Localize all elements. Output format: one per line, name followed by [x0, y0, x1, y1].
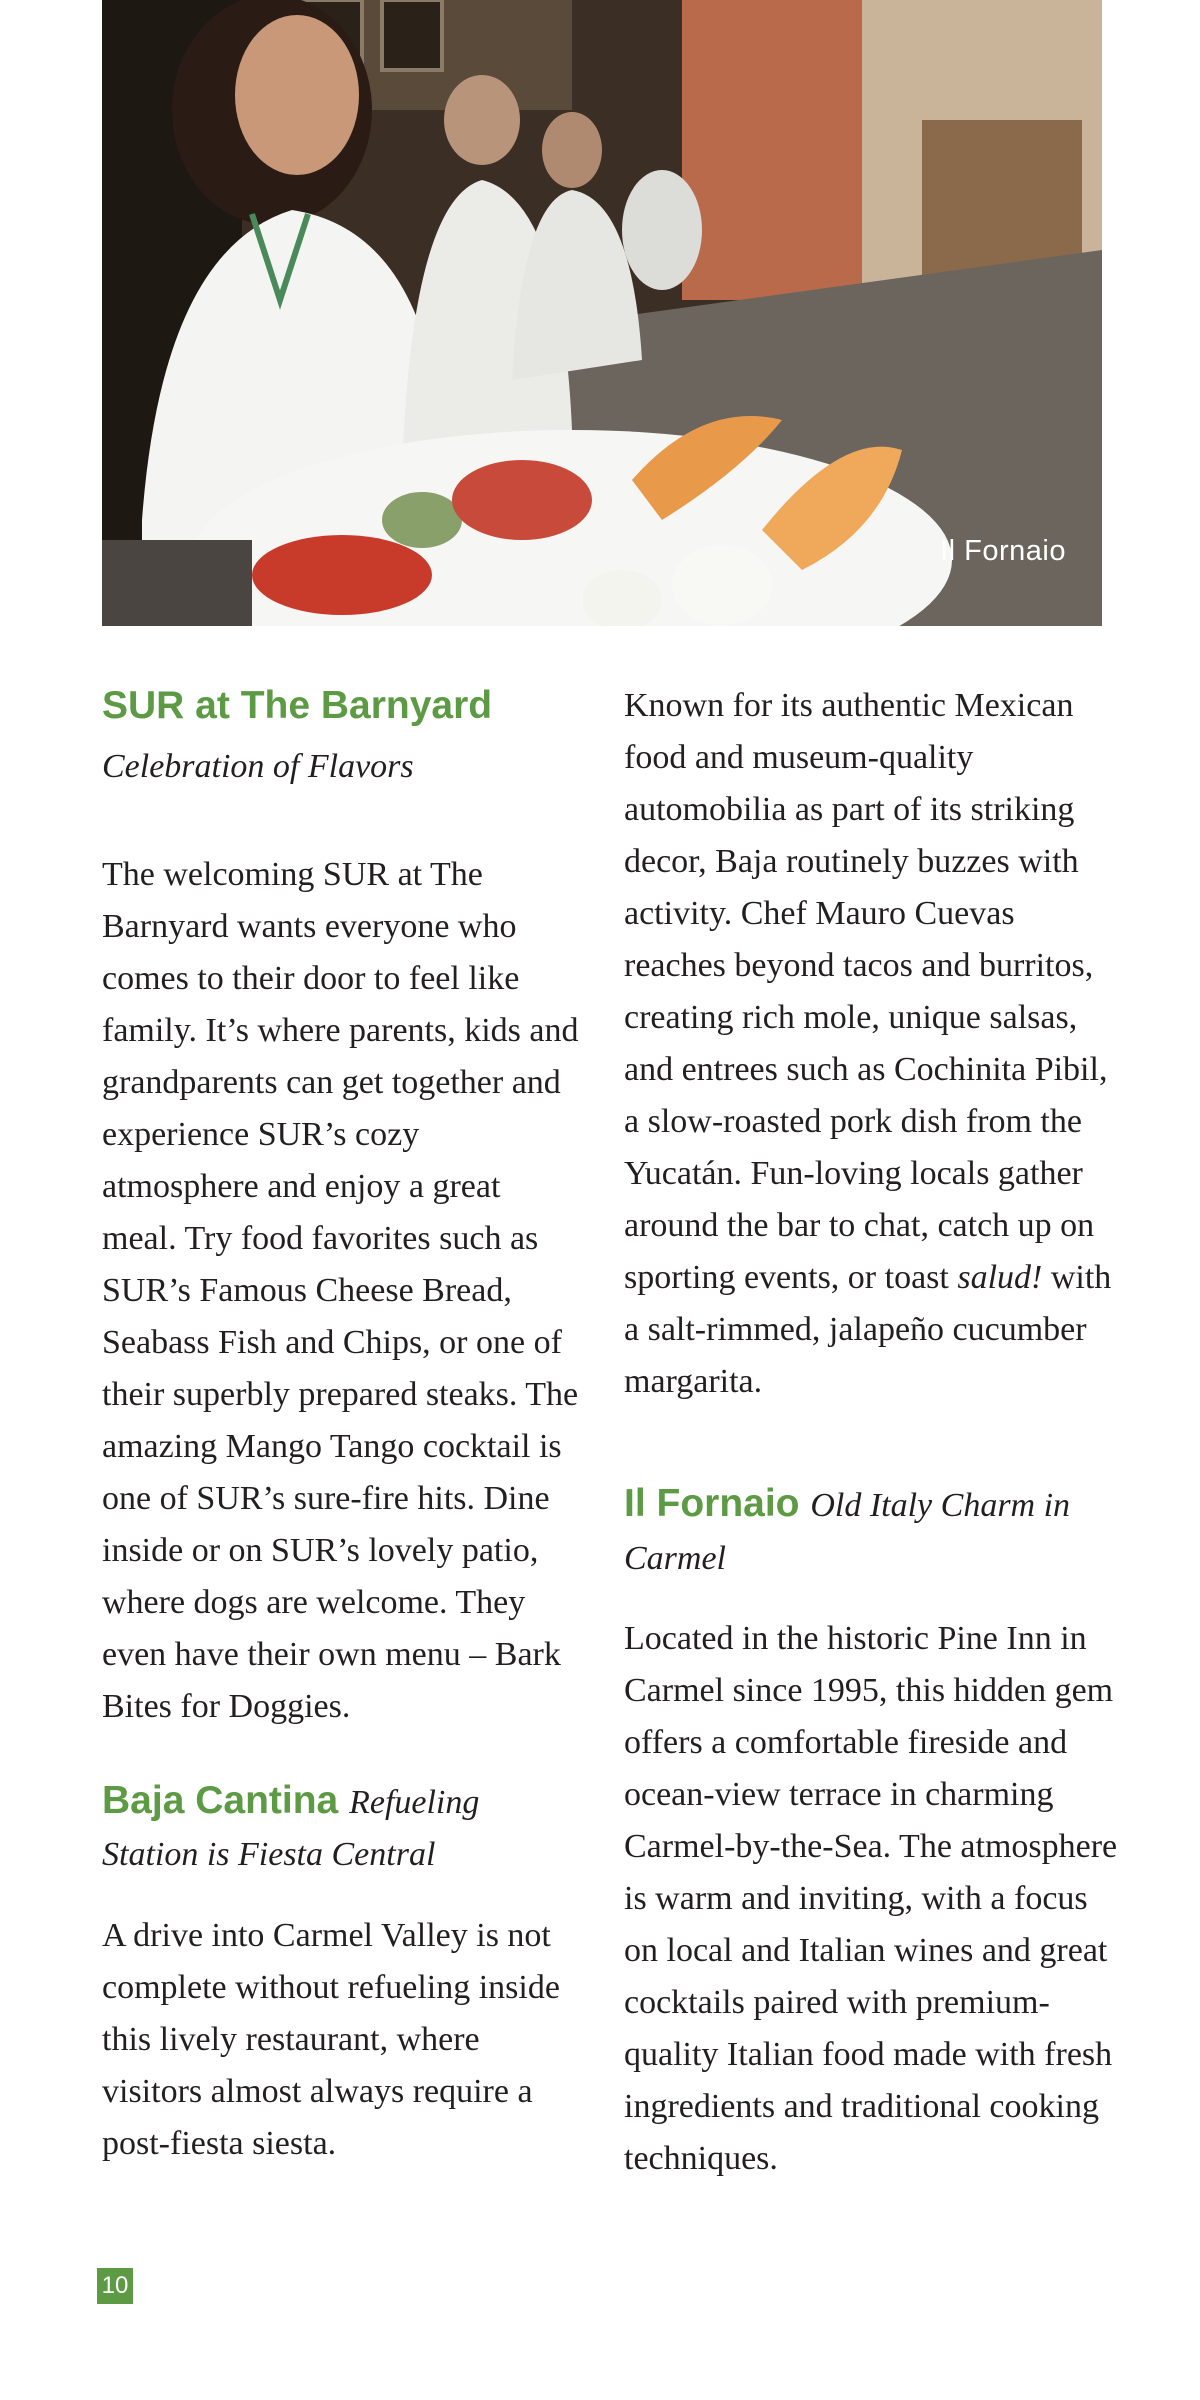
right-column — [624, 680, 1124, 2185]
photo-caption: Il Fornaio — [940, 535, 1066, 567]
baja-body-italic: salud! — [957, 1259, 1043, 1296]
baja-body-part-b: with a salt-rimmed, jalapeño cucumber margarita. — [624, 1259, 1112, 1400]
fornaio-title: Il Fornaio — [624, 1482, 800, 1525]
fornaio-body: Located in the historic Pine Inn in Carmel since 1995, this hidden gem offers a comfortable fireside and ocean-view terrace in charming Carmel-by-the-Sea. The atmosphere is warm and inviting, with a focus on local and Italian wines and great cocktails paired with premium-quality Italian food made with fresh ingredients and traditional cooking techniques. — [624, 1620, 1118, 2178]
baja-body-part-a: Known for its authentic Mexican food and museum-quality automobilia as part of its striking decor, Baja routinely buzzes with activity. Chef Mauro Cuevas reaches beyond tacos and burritos, creating rich mole, unique salsas, and entrees such as Cochinita Pibil, a slow-roasted pork dish from the Yucatán. Fun-loving locals gather around the bar to chat, catch up on sporting events, or toast — [624, 687, 1108, 1296]
sur-title: SUR at The Barnyard — [102, 684, 493, 727]
fornaio-heading — [624, 1478, 1124, 1583]
baja-body-continued — [624, 680, 1124, 1408]
baja-tagline: Refueling Station is Fiesta Central — [102, 1783, 480, 1874]
baja-title: Baja Cantina — [102, 1778, 339, 1822]
baja-heading — [102, 1775, 582, 1880]
fornaio-tagline: Old Italy Charm in Carmel — [624, 1487, 1071, 1577]
page-number: 10 — [97, 2268, 133, 2304]
header-photo — [102, 0, 1102, 626]
baja-body: A drive into Carmel Valley is not complete without refueling inside this lively restaurant, where visitors almost always require a post-fiesta siesta. — [102, 1916, 560, 2162]
sur-body: The welcoming SUR at The Barnyard wants everyone who comes to their door to feel like family. It’s where parents, kids and grandparents can get together and experience SUR’s cozy atmosphere and enjoy a great meal. Try food favorites such as SUR’s Famous Cheese Bread, Seabass Fish and Chips, or one of their superbly prepared steaks. The amazing Mango Tango cocktail is one of SUR’s sure-fire hits. Dine inside or on SUR’s lovely patio, where dogs are welcome. They even have their own menu – Bark Bites for Doggies. — [102, 855, 579, 1725]
kitchen-photo-illustration — [102, 0, 1102, 626]
sur-subtitle: Celebration of Flavors — [102, 747, 414, 785]
left-column — [102, 680, 582, 2170]
